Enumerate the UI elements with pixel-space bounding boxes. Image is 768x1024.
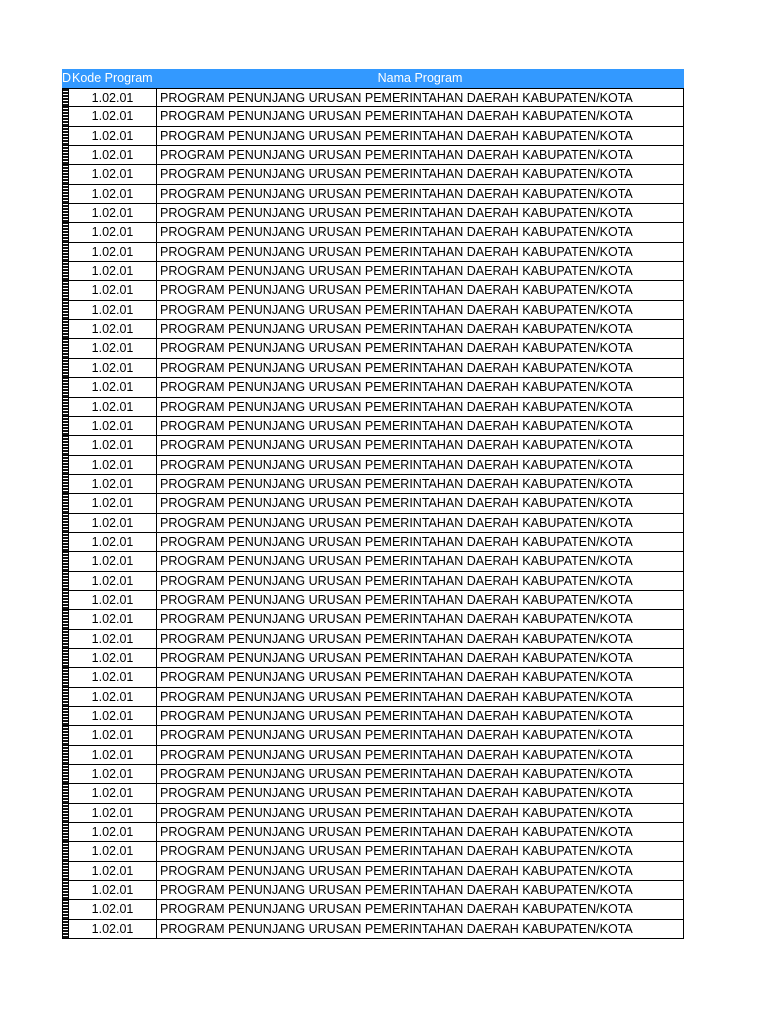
nama-program-cell[interactable]: PROGRAM PENUNJANG URUSAN PEMERINTAHAN DAERAH KABUPATEN/KOTA [156,765,684,783]
table-row[interactable] [62,514,684,533]
column-header-truncated[interactable]: D [62,71,72,85]
nama-program-cell[interactable]: PROGRAM PENUNJANG URUSAN PEMERINTAHAN DAERAH KABUPATEN/KOTA [156,127,684,145]
kode-program-cell[interactable]: 1.02.01 [68,707,156,725]
kode-program-cell[interactable]: 1.02.01 [68,610,156,628]
kode-program-cell[interactable]: 1.02.01 [68,320,156,338]
nama-program-cell[interactable]: PROGRAM PENUNJANG URUSAN PEMERINTAHAN DAERAH KABUPATEN/KOTA [156,668,684,686]
nama-program-cell[interactable]: PROGRAM PENUNJANG URUSAN PEMERINTAHAN DAERAH KABUPATEN/KOTA [156,746,684,764]
nama-program-cell[interactable]: PROGRAM PENUNJANG URUSAN PEMERINTAHAN DAERAH KABUPATEN/KOTA [156,417,684,435]
kode-program-cell[interactable]: 1.02.01 [68,668,156,686]
nama-program-cell[interactable]: PROGRAM PENUNJANG URUSAN PEMERINTAHAN DAERAH KABUPATEN/KOTA [156,89,684,106]
kode-program-cell[interactable]: 1.02.01 [68,842,156,860]
table-row[interactable] [62,107,684,126]
kode-program-cell[interactable]: 1.02.01 [68,823,156,841]
nama-program-cell[interactable]: PROGRAM PENUNJANG URUSAN PEMERINTAHAN DAERAH KABUPATEN/KOTA [156,881,684,899]
column-header-nama-program[interactable]: Nama Program [377,71,463,85]
table-row[interactable] [62,127,684,146]
nama-program-cell[interactable]: PROGRAM PENUNJANG URUSAN PEMERINTAHAN DAERAH KABUPATEN/KOTA [156,823,684,841]
nama-program-cell[interactable]: PROGRAM PENUNJANG URUSAN PEMERINTAHAN DAERAH KABUPATEN/KOTA [156,572,684,590]
kode-program-cell[interactable]: 1.02.01 [68,746,156,764]
nama-program-cell[interactable]: PROGRAM PENUNJANG URUSAN PEMERINTAHAN DAERAH KABUPATEN/KOTA [156,591,684,609]
table-row[interactable] [62,707,684,726]
kode-program-cell[interactable]: 1.02.01 [68,475,156,493]
kode-program-cell[interactable]: 1.02.01 [68,920,156,938]
kode-program-cell[interactable]: 1.02.01 [68,107,156,125]
kode-program-cell[interactable]: 1.02.01 [68,359,156,377]
kode-program-cell[interactable]: 1.02.01 [68,514,156,532]
kode-program-cell[interactable]: 1.02.01 [68,649,156,667]
kode-program-cell[interactable]: 1.02.01 [68,281,156,299]
table-header-row [62,69,684,88]
kode-program-cell[interactable]: 1.02.01 [68,165,156,183]
nama-program-cell[interactable]: PROGRAM PENUNJANG URUSAN PEMERINTAHAN DAERAH KABUPATEN/KOTA [156,436,684,454]
nama-program-cell[interactable]: PROGRAM PENUNJANG URUSAN PEMERINTAHAN DAERAH KABUPATEN/KOTA [156,204,684,222]
kode-program-cell[interactable]: 1.02.01 [68,378,156,396]
table-row[interactable] [62,533,684,552]
kode-program-cell[interactable]: 1.02.01 [68,552,156,570]
table-row[interactable] [62,572,684,591]
table-row[interactable] [62,301,684,320]
nama-program-cell[interactable]: PROGRAM PENUNJANG URUSAN PEMERINTAHAN DAERAH KABUPATEN/KOTA [156,398,684,416]
kode-program-cell[interactable]: 1.02.01 [68,185,156,203]
table-row[interactable] [62,494,684,513]
kode-program-cell[interactable]: 1.02.01 [68,533,156,551]
table-row[interactable] [62,185,684,204]
table-row[interactable] [62,630,684,649]
nama-program-cell[interactable]: PROGRAM PENUNJANG URUSAN PEMERINTAHAN DAERAH KABUPATEN/KOTA [156,649,684,667]
nama-program-cell[interactable]: PROGRAM PENUNJANG URUSAN PEMERINTAHAN DAERAH KABUPATEN/KOTA [156,456,684,474]
table-row[interactable] [62,281,684,300]
table-row[interactable] [62,900,684,919]
nama-program-cell[interactable]: PROGRAM PENUNJANG URUSAN PEMERINTAHAN DAERAH KABUPATEN/KOTA [156,784,684,802]
spreadsheet-table [62,69,684,939]
kode-program-cell[interactable]: 1.02.01 [68,630,156,648]
table-row[interactable] [62,378,684,397]
table-body [62,88,684,939]
nama-program-cell[interactable]: PROGRAM PENUNJANG URUSAN PEMERINTAHAN DAERAH KABUPATEN/KOTA [156,320,684,338]
kode-program-cell[interactable]: 1.02.01 [68,204,156,222]
nama-program-cell[interactable]: PROGRAM PENUNJANG URUSAN PEMERINTAHAN DAERAH KABUPATEN/KOTA [156,726,684,744]
table-row[interactable] [62,823,684,842]
table-row[interactable] [62,204,684,223]
table-row[interactable] [62,223,684,242]
kode-program-cell[interactable]: 1.02.01 [68,127,156,145]
kode-program-cell[interactable]: 1.02.01 [68,223,156,241]
kode-program-cell[interactable]: 1.02.01 [68,784,156,802]
table-row[interactable] [62,339,684,358]
kode-program-cell[interactable]: 1.02.01 [68,688,156,706]
kode-program-cell[interactable]: 1.02.01 [68,572,156,590]
table-row[interactable] [62,591,684,610]
table-row[interactable] [62,417,684,436]
nama-program-cell[interactable]: PROGRAM PENUNJANG URUSAN PEMERINTAHAN DAERAH KABUPATEN/KOTA [156,900,684,918]
table-row[interactable] [62,726,684,745]
table-row[interactable] [62,649,684,668]
table-row[interactable] [62,359,684,378]
table-row[interactable] [62,398,684,417]
table-row[interactable] [62,88,684,107]
nama-program-cell[interactable]: PROGRAM PENUNJANG URUSAN PEMERINTAHAN DAERAH KABUPATEN/KOTA [156,243,684,261]
kode-program-cell[interactable]: 1.02.01 [68,494,156,512]
table-row[interactable] [62,475,684,494]
kode-program-cell[interactable]: 1.02.01 [68,456,156,474]
nama-program-cell[interactable]: PROGRAM PENUNJANG URUSAN PEMERINTAHAN DAERAH KABUPATEN/KOTA [156,804,684,822]
table-row[interactable] [62,784,684,803]
nama-program-cell[interactable]: PROGRAM PENUNJANG URUSAN PEMERINTAHAN DAERAH KABUPATEN/KOTA [156,842,684,860]
table-row[interactable] [62,436,684,455]
table-row[interactable] [62,804,684,823]
nama-program-cell[interactable]: PROGRAM PENUNJANG URUSAN PEMERINTAHAN DAERAH KABUPATEN/KOTA [156,165,684,183]
table-row[interactable] [62,881,684,900]
nama-program-cell[interactable]: PROGRAM PENUNJANG URUSAN PEMERINTAHAN DAERAH KABUPATEN/KOTA [156,281,684,299]
kode-program-cell[interactable]: 1.02.01 [68,89,156,106]
nama-program-cell[interactable]: PROGRAM PENUNJANG URUSAN PEMERINTAHAN DAERAH KABUPATEN/KOTA [156,223,684,241]
nama-program-cell[interactable]: PROGRAM PENUNJANG URUSAN PEMERINTAHAN DAERAH KABUPATEN/KOTA [156,185,684,203]
nama-program-cell[interactable]: PROGRAM PENUNJANG URUSAN PEMERINTAHAN DAERAH KABUPATEN/KOTA [156,262,684,280]
nama-program-cell[interactable]: PROGRAM PENUNJANG URUSAN PEMERINTAHAN DAERAH KABUPATEN/KOTA [156,475,684,493]
nama-program-cell[interactable]: PROGRAM PENUNJANG URUSAN PEMERINTAHAN DAERAH KABUPATEN/KOTA [156,494,684,512]
kode-program-cell[interactable]: 1.02.01 [68,862,156,880]
table-row[interactable] [62,165,684,184]
kode-program-cell[interactable]: 1.02.01 [68,881,156,899]
kode-program-cell[interactable]: 1.02.01 [68,243,156,261]
table-row[interactable] [62,456,684,475]
kode-program-cell[interactable]: 1.02.01 [68,765,156,783]
table-row[interactable] [62,552,684,571]
nama-program-cell[interactable]: PROGRAM PENUNJANG URUSAN PEMERINTAHAN DAERAH KABUPATEN/KOTA [156,301,684,319]
kode-program-cell[interactable]: 1.02.01 [68,591,156,609]
nama-program-cell[interactable]: PROGRAM PENUNJANG URUSAN PEMERINTAHAN DAERAH KABUPATEN/KOTA [156,107,684,125]
nama-program-cell[interactable]: PROGRAM PENUNJANG URUSAN PEMERINTAHAN DAERAH KABUPATEN/KOTA [156,146,684,164]
table-row[interactable] [62,862,684,881]
column-header-kode-program[interactable]: Kode Program [72,71,153,85]
table-row[interactable] [62,668,684,687]
table-row[interactable] [62,746,684,765]
nama-program-cell[interactable]: PROGRAM PENUNJANG URUSAN PEMERINTAHAN DAERAH KABUPATEN/KOTA [156,862,684,880]
nama-program-cell[interactable]: PROGRAM PENUNJANG URUSAN PEMERINTAHAN DAERAH KABUPATEN/KOTA [156,339,684,357]
table-row[interactable] [62,262,684,281]
nama-program-cell[interactable]: PROGRAM PENUNJANG URUSAN PEMERINTAHAN DAERAH KABUPATEN/KOTA [156,630,684,648]
nama-program-cell[interactable]: PROGRAM PENUNJANG URUSAN PEMERINTAHAN DAERAH KABUPATEN/KOTA [156,514,684,532]
table-row[interactable] [62,610,684,629]
kode-program-cell[interactable]: 1.02.01 [68,262,156,280]
kode-program-cell[interactable]: 1.02.01 [68,398,156,416]
kode-program-cell[interactable]: 1.02.01 [68,804,156,822]
kode-program-cell[interactable]: 1.02.01 [68,301,156,319]
kode-program-cell[interactable]: 1.02.01 [68,900,156,918]
table-row[interactable] [62,842,684,861]
nama-program-cell[interactable]: PROGRAM PENUNJANG URUSAN PEMERINTAHAN DAERAH KABUPATEN/KOTA [156,688,684,706]
table-row[interactable] [62,765,684,784]
kode-program-cell[interactable]: 1.02.01 [68,726,156,744]
table-row[interactable] [62,920,684,939]
nama-program-cell[interactable]: PROGRAM PENUNJANG URUSAN PEMERINTAHAN DAERAH KABUPATEN/KOTA [156,552,684,570]
kode-program-cell[interactable]: 1.02.01 [68,436,156,454]
table-row[interactable] [62,146,684,165]
nama-program-cell[interactable]: PROGRAM PENUNJANG URUSAN PEMERINTAHAN DAERAH KABUPATEN/KOTA [156,359,684,377]
nama-program-cell[interactable]: PROGRAM PENUNJANG URUSAN PEMERINTAHAN DAERAH KABUPATEN/KOTA [156,920,684,938]
table-row[interactable] [62,243,684,262]
nama-program-cell[interactable]: PROGRAM PENUNJANG URUSAN PEMERINTAHAN DAERAH KABUPATEN/KOTA [156,378,684,396]
kode-program-cell[interactable]: 1.02.01 [68,417,156,435]
kode-program-cell[interactable]: 1.02.01 [68,339,156,357]
table-row[interactable] [62,320,684,339]
table-row[interactable] [62,688,684,707]
nama-program-cell[interactable]: PROGRAM PENUNJANG URUSAN PEMERINTAHAN DAERAH KABUPATEN/KOTA [156,610,684,628]
nama-program-cell[interactable]: PROGRAM PENUNJANG URUSAN PEMERINTAHAN DAERAH KABUPATEN/KOTA [156,707,684,725]
kode-program-cell[interactable]: 1.02.01 [68,146,156,164]
nama-program-cell[interactable]: PROGRAM PENUNJANG URUSAN PEMERINTAHAN DAERAH KABUPATEN/KOTA [156,533,684,551]
